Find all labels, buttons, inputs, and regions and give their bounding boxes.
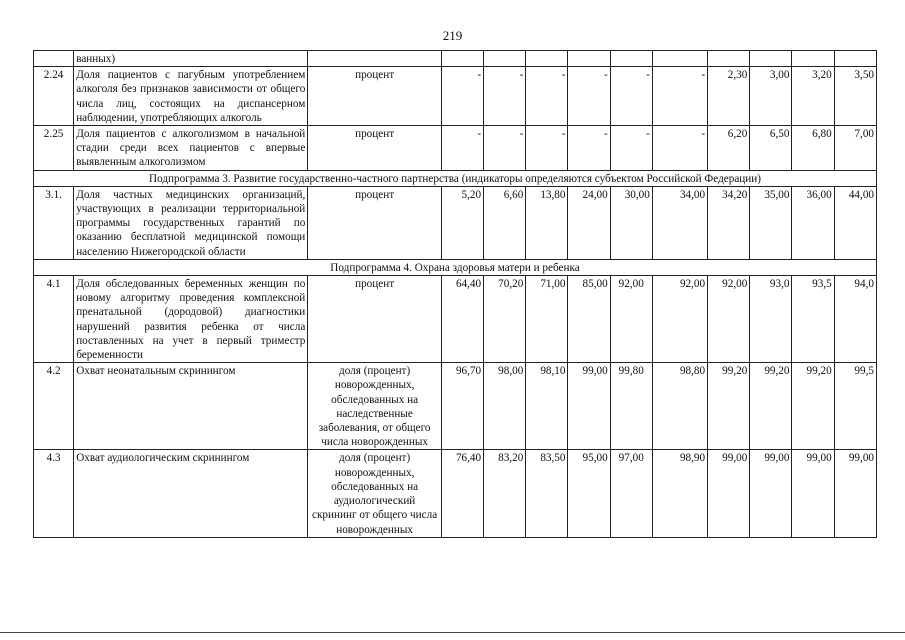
value-cell: 34,20 [708,186,750,259]
value-cell: 70,20 [484,276,526,363]
value-cell: 93,5 [792,276,834,363]
value-cell: 99,00 [750,450,792,537]
value-cell: 13,80 [526,186,568,259]
value-cell: 96,70 [441,363,483,450]
value-cell: - [441,67,483,126]
row-number: 4.1 [34,276,74,363]
value-cell: - [568,67,610,126]
row-number: 2.25 [34,126,74,171]
value-cell: 99,00 [708,450,750,537]
indicator-name: Доля пациентов с алкоголизмом в начальной стадии среди всех пациентов с впервые выявленным алкоголизмом [74,126,308,171]
value-cell: - [652,126,707,171]
value-cell: 95,00 [568,450,610,537]
value-cell: 99,20 [792,363,834,450]
value-cell: 44,00 [834,186,876,259]
value-cell: 97,00 [610,450,652,537]
value-cell: 6,20 [708,126,750,171]
table-row [34,450,877,537]
value-cell: 98,80 [652,363,707,450]
value-cell: 2,30 [708,67,750,126]
value-cell: 99,20 [750,363,792,450]
section-row [34,170,877,186]
value-cell: 76,40 [441,450,483,537]
value-cell: 6,80 [792,126,834,171]
row-number: 3.1. [34,186,74,259]
value-cell: 92,00 [610,276,652,363]
table-row [34,126,877,171]
value-cell: - [526,67,568,126]
value-cell: 3,20 [792,67,834,126]
value-cell: 99,00 [792,450,834,537]
value-cell: 30,00 [610,186,652,259]
value-cell: 71,00 [526,276,568,363]
table-row [34,67,877,126]
row-number: 2.24 [34,67,74,126]
value-cell: 99,00 [834,450,876,537]
value-cell: 83,50 [526,450,568,537]
indicator-unit: процент [308,67,442,126]
value-cell: 5,20 [441,186,483,259]
value-cell: 92,00 [652,276,707,363]
subprogram-3-title: Подпрограмма 3. Развитие государственно-частного партнерства (индикаторы определяются субъектом Российской Федерации) [34,170,877,186]
value-cell: 98,90 [652,450,707,537]
value-cell: 94,0 [834,276,876,363]
section-row [34,259,877,275]
value-cell: 7,00 [834,126,876,171]
table-row [34,186,877,259]
indicators-table [33,50,877,538]
value-cell: - [441,126,483,171]
indicator-unit: доля (процент) новорожденных, обследованных на аудиологический скрининг от общего числа новорожденных [308,450,442,537]
value-cell: - [484,67,526,126]
value-cell: 93,0 [750,276,792,363]
indicator-unit: доля (процент) новорожденных, обследованных на наследственные заболевания, от общего числа новорожденных [308,363,442,450]
indicator-name: Доля пациентов с пагубным употреблением алкоголя без признаков зависимости от общего числа лиц, состоящих на диспансерном наблюдении, употребляющих алкоголь [74,67,308,126]
value-cell: 98,10 [526,363,568,450]
value-cell: 99,80 [610,363,652,450]
value-cell: 64,40 [441,276,483,363]
row-number: 4.3 [34,450,74,537]
value-cell: - [652,67,707,126]
value-cell: 3,00 [750,67,792,126]
value-cell: 92,00 [708,276,750,363]
indicator-name: Охват неонатальным скринингом [74,363,308,450]
continuation-num [34,51,74,67]
row-number: 4.2 [34,363,74,450]
page-number: 219 [442,28,463,43]
value-cell: - [568,126,610,171]
value-cell: 99,20 [708,363,750,450]
continuation-text: ванных) [74,51,308,67]
value-cell: 99,00 [568,363,610,450]
indicator-name: Доля частных медицинских организаций, участвующих в реализации территориальной программы государственных гарантий по оказанию бесплатной медицинской помощи населению Нижегородской области [74,186,308,259]
indicator-name: Охват аудиологическим скринингом [74,450,308,537]
value-cell: 83,20 [484,450,526,537]
value-cell: - [610,67,652,126]
value-cell: - [484,126,526,171]
indicator-unit: процент [308,186,442,259]
value-cell: 24,00 [568,186,610,259]
value-cell: 36,00 [792,186,834,259]
indicator-unit: процент [308,126,442,171]
table-row [34,276,877,363]
value-cell: 3,50 [834,67,876,126]
value-cell: - [610,126,652,171]
value-cell: 85,00 [568,276,610,363]
value-cell: 6,60 [484,186,526,259]
indicator-unit: процент [308,276,442,363]
indicator-name: Доля обследованных беременных женщин по новому алгоритму проведения комплексной пренатальной (дородовой) диагностики нарушений развития ребенка от числа поставленных на учет в первый триместр беременности [74,276,308,363]
continuation-row [34,51,877,67]
subprogram-4-title: Подпрограмма 4. Охрана здоровья матери и ребенка [34,259,877,275]
table-row [34,363,877,450]
value-cell: 6,50 [750,126,792,171]
value-cell: 35,00 [750,186,792,259]
page-bottom-rule [0,632,905,633]
value-cell: 99,5 [834,363,876,450]
value-cell: 34,00 [652,186,707,259]
value-cell: - [526,126,568,171]
value-cell: 98,00 [484,363,526,450]
